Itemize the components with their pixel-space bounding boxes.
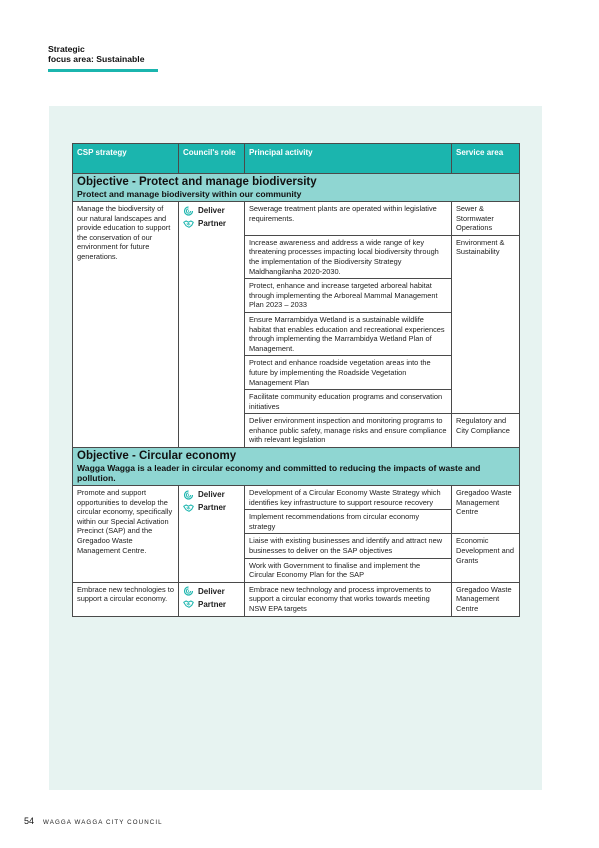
page-number: 54 xyxy=(24,816,35,826)
principal-activity-cell: Liaise with existing businesses and identify and attract new businesses to deliver on the SAP objectives xyxy=(245,534,452,558)
column-header-councils-role: Council's role xyxy=(179,144,245,174)
strategy-table xyxy=(72,143,520,617)
csp-strategy-cell: Manage the biodiversity of our natural landscapes and provide education to support the conservation of our environment for future generations. xyxy=(73,202,179,448)
objective-subtitle: Wagga Wagga is a leader in circular economy and committed to reducing the impacts of waste and pollution. xyxy=(77,463,481,484)
objective-biodiversity xyxy=(73,174,520,202)
deliver-swirl-icon xyxy=(183,586,194,596)
service-area-cell: Gregadoo Waste Management Centre xyxy=(452,582,520,616)
councils-role-cell xyxy=(179,202,245,448)
principal-activity-cell: Protect, enhance and increase targeted arboreal habitat through implementing the Arboreal Mammal Management Plan 2023 – 2033 xyxy=(245,279,452,313)
table-header-row xyxy=(73,144,520,174)
role-deliver-label: Deliver xyxy=(198,205,225,215)
principal-activity-cell: Deliver environment inspection and monitoring programs to enhance public safety, manage risks and ensure compliance with relevant legislation xyxy=(245,414,452,448)
role-partner xyxy=(183,598,240,611)
footer-organisation: WAGGA WAGGA CITY COUNCIL xyxy=(43,819,163,826)
objective-subtitle: Protect and manage biodiversity within our community xyxy=(77,189,302,199)
principal-activity-cell: Work with Government to finalise and implement the Circular Economy Plan for the SAP xyxy=(245,558,452,582)
column-header-principal-activity: Principal activity xyxy=(245,144,452,174)
principal-activity-cell: Embrace new technology and process improvements to support a circular economy that works towards meeting NSW EPA targets xyxy=(245,582,452,616)
objective-row xyxy=(73,448,520,486)
table-row xyxy=(73,582,520,616)
partner-handshake-icon xyxy=(183,219,194,229)
principal-activity-cell: Sewerage treatment plants are operated within legislative requirements. xyxy=(245,202,452,236)
service-area-cell: Economic Development and Grants xyxy=(452,534,520,582)
service-area-cell: Environment & Sustainability xyxy=(452,235,520,414)
role-partner-label: Partner xyxy=(198,599,227,609)
partner-handshake-icon xyxy=(183,503,194,513)
objective-title: Objective - Circular economy xyxy=(77,450,237,463)
csp-strategy-cell: Promote and support opportunities to develop the circular economy, specifically within our Special Activation Precinct (SAP) and the Gregadoo Waste Management Centre. xyxy=(73,486,179,583)
councils-role-cell xyxy=(179,582,245,616)
role-deliver-label: Deliver xyxy=(198,586,225,596)
service-area-cell: Sewer & Stormwater Operations xyxy=(452,202,520,236)
deliver-swirl-icon xyxy=(183,490,194,500)
principal-activity-cell: Implement recommendations from circular economy strategy xyxy=(245,510,452,534)
principal-activity-cell: Protect and enhance roadside vegetation areas into the future by implementing the Roadside Vegetation Management Plan xyxy=(245,356,452,390)
page-header xyxy=(48,44,168,72)
table-row xyxy=(73,202,520,236)
principal-activity-cell: Facilitate community education programs and conservation initiatives xyxy=(245,390,452,414)
service-area-cell: Gregadoo Waste Management Centre xyxy=(452,486,520,534)
role-deliver xyxy=(183,204,240,217)
column-header-csp-strategy: CSP strategy xyxy=(73,144,179,174)
column-header-service-area: Service area xyxy=(452,144,520,174)
role-partner xyxy=(183,217,240,230)
principal-activity-cell: Increase awareness and address a wide range of key threatening processes impacting local biodiversity through the implementation of the Biodiversity Strategy Maldhangilanha 2020-2030. xyxy=(245,235,452,278)
role-partner-label: Partner xyxy=(198,502,227,512)
focus-area-title-line1: Strategic xyxy=(48,44,85,54)
principal-activity-cell: Ensure Marrambidya Wetland is a sustainable wildlife habitat that enables education and recreational experiences through implementing the Marrambidya Wetland Plan of Management. xyxy=(245,312,452,355)
role-deliver xyxy=(183,585,240,598)
objective-row xyxy=(73,174,520,202)
role-partner-label: Partner xyxy=(198,218,227,228)
principal-activity-cell: Development of a Circular Economy Waste Strategy which identifies key infrastructure to support resource recovery xyxy=(245,486,452,510)
objective-circular-economy xyxy=(73,448,520,486)
header-accent-rule xyxy=(48,69,158,72)
focus-area-title-line2: focus area: Sustainable xyxy=(48,54,145,64)
page-footer xyxy=(24,816,163,826)
deliver-swirl-icon xyxy=(183,206,194,216)
partner-handshake-icon xyxy=(183,599,194,609)
csp-strategy-cell: Embrace new technologies to support a circular economy. xyxy=(73,582,179,616)
table-row xyxy=(73,486,520,510)
objective-title: Objective - Protect and manage biodiversity xyxy=(77,176,317,188)
councils-role-cell xyxy=(179,486,245,583)
role-partner xyxy=(183,501,240,514)
service-area-cell: Regulatory and City Compliance xyxy=(452,414,520,448)
role-deliver-label: Deliver xyxy=(198,489,225,499)
focus-area-title xyxy=(48,44,168,64)
role-deliver xyxy=(183,488,240,501)
